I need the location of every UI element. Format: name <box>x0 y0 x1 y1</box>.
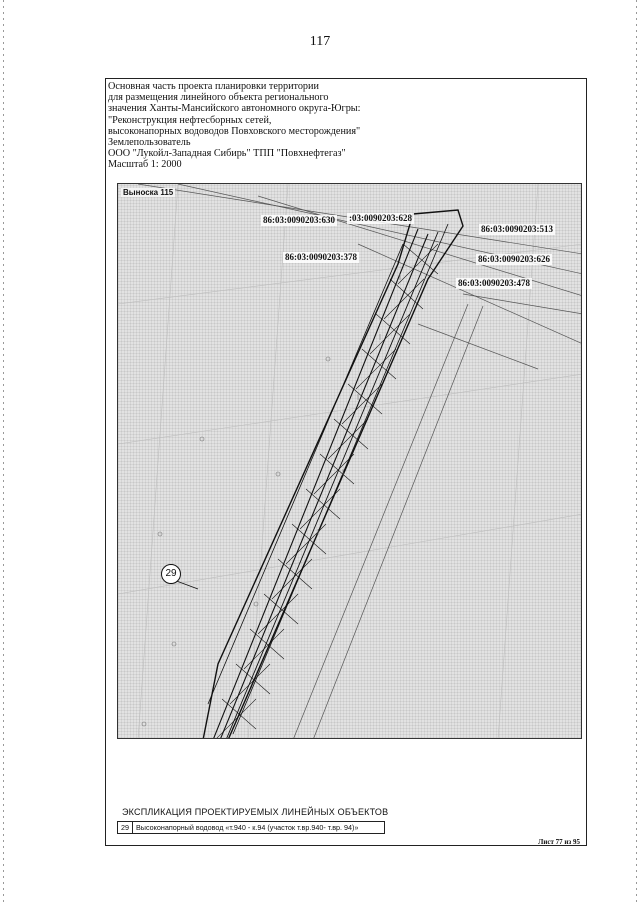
title-line-5: высоконапорных водоводов Повховского месторождения" <box>108 125 361 137</box>
callout-label: Выноска 115 <box>123 188 174 197</box>
title-line-3: значения Ханты-Мансийского автономного округа-Югры: <box>108 103 361 115</box>
parcel-label-378: 86:03:0090203:378 <box>285 252 357 262</box>
scale-label: Масштаб 1: 2000 <box>108 159 182 171</box>
title-line-1: Основная часть проекта планировки территории <box>108 81 319 92</box>
planning-map <box>117 183 582 739</box>
map-drawing <box>118 184 582 739</box>
object-marker-29: 29 <box>161 564 181 584</box>
title-line-2: для размещения линейного объекта регионального <box>108 92 329 104</box>
legend-row-number: 29 <box>118 822 133 833</box>
sheet-number: Лист 77 из 95 <box>538 838 580 846</box>
parcel-label-478: 86:03:0090203:478 <box>458 278 530 288</box>
parcel-label-630: 86:03:0090203:630 <box>263 215 335 225</box>
title-line-4: "Реконструкция нефтесборных сетей, <box>108 114 272 126</box>
parcel-label-513: 86:03:0090203:513 <box>481 224 553 234</box>
title-block <box>108 81 428 171</box>
legend-row <box>117 821 385 834</box>
land-user-label: Землепользователь <box>108 137 191 149</box>
scan-edge-left <box>3 0 4 905</box>
legend-row-description: Высоконапорный водовод «т.940 - к.94 (участок т.вр.940- т.вр. 94)» <box>136 823 359 832</box>
land-user-name: ООО "Лукойл-Западная Сибирь" ТПП "Повхнефтегаз" <box>108 148 346 160</box>
legend-title: ЭКСПЛИКАЦИЯ ПРОЕКТИРУЕМЫХ ЛИНЕЙНЫХ ОБЪЕКТОВ <box>122 807 389 817</box>
parcel-label-626: 86:03:0090203:626 <box>478 254 550 264</box>
parcel-label-628: :03:0090203:628 <box>349 213 412 223</box>
page-number: 117 <box>309 34 331 49</box>
scan-edge-right <box>636 0 637 905</box>
